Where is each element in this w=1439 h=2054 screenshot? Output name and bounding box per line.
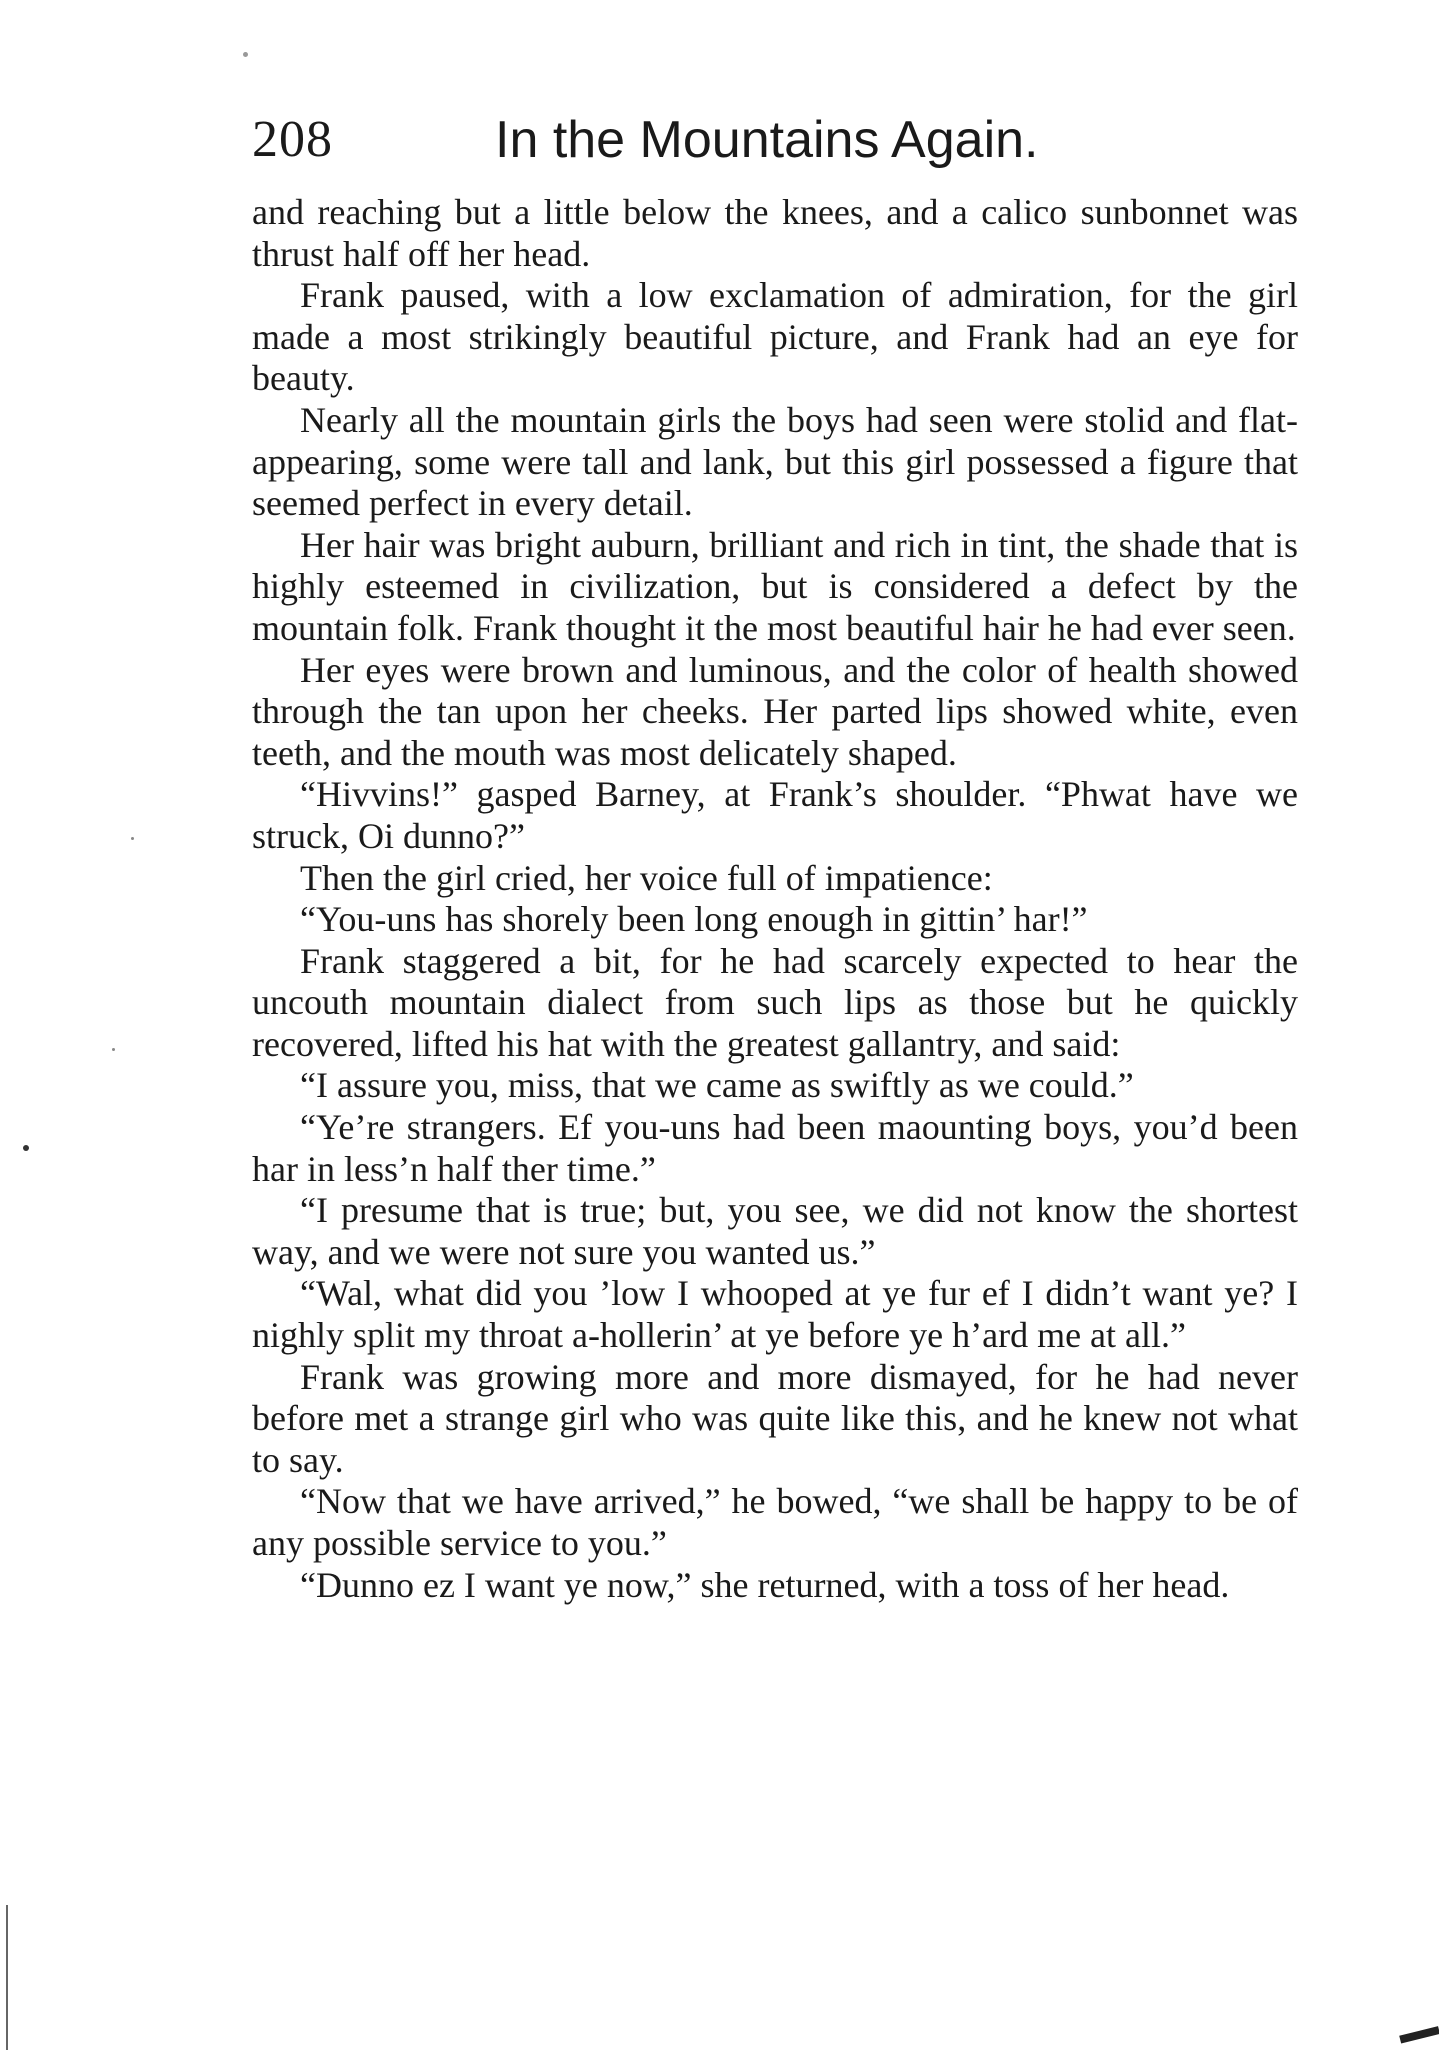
paragraph: “Now that we have arrived,” he bowed, “we shall be happy to be of any possible service to you.” xyxy=(252,1481,1298,1563)
paragraph: “Dunno ez I want ye now,” she returned, with a toss of her head. xyxy=(300,1564,1230,1605)
running-title: In the Mountains Again. xyxy=(495,111,1039,169)
paragraph: Frank staggered a bit, for he had scarcely expected to hear the uncouth mountain dialect from such lips as those but he quickly recovered, lifted his hat with the greatest gallantry, and said: xyxy=(252,940,1298,1064)
scan-speck xyxy=(112,1048,115,1051)
paragraph: “I presume that is true; but, you see, we did not know the shortest way, and we were not sure you wanted us.” xyxy=(252,1190,1298,1272)
paragraph: and reaching but a little below the knees, and a calico sunbonnet was thrust half off her head. xyxy=(252,192,1298,274)
scan-speck xyxy=(131,837,134,840)
scan-speck xyxy=(23,1145,29,1151)
scan-speck xyxy=(243,52,248,57)
paragraph: “You-uns has shorely been long enough in gittin’ har!” xyxy=(300,899,1088,940)
page-edge-line xyxy=(6,1905,8,2050)
paragraph: “Ye’re strangers. Ef you-uns had been maounting boys, you’d been har in less’n half ther time.” xyxy=(252,1107,1298,1189)
paragraph: Frank paused, with a low exclamation of admiration, for the girl made a most strikingly beautiful picture, and Frank had an eye for beauty. xyxy=(252,275,1298,399)
paragraph: Frank was growing more and more dismayed, for he had never before met a strange girl who was quite like this, and he knew not what to say. xyxy=(252,1356,1298,1480)
paragraph: Her eyes were brown and luminous, and the color of health showed through the tan upon her cheeks. Her parted lips showed white, even teeth, and the mouth was most delicately shaped. xyxy=(252,649,1298,773)
page-header xyxy=(252,100,1302,180)
paragraph: Then the girl cried, her voice full of impatience: xyxy=(300,857,993,898)
paragraph: “I assure you, miss, that we came as swiftly as we could.” xyxy=(300,1065,1134,1106)
page-number: 208 xyxy=(252,111,333,168)
paragraph: Nearly all the mountain girls the boys had seen were stolid and flat-appearing, some were tall and lank, but this girl possessed a figure that seemed perfect in every detail. xyxy=(252,399,1298,524)
paragraph: “Wal, what did you ’low I whooped at ye fur ef I didn’t want ye? I nighly split my throat a-hollerin’ at ye before ye h’ard me at all.” xyxy=(252,1273,1298,1356)
body-text xyxy=(252,192,1298,1606)
corner-smudge xyxy=(1399,2026,1439,2043)
paragraph: “Hivvins!” gasped Barney, at Frank’s shoulder. “Phwat have we struck, Oi dunno?” xyxy=(252,774,1298,856)
paragraph: Her hair was bright auburn, brilliant and rich in tint, the shade that is highly esteemed in civilization, but is considered a defect by the mountain folk. Frank thought it the most beautiful hair he had ever seen. xyxy=(252,524,1298,648)
